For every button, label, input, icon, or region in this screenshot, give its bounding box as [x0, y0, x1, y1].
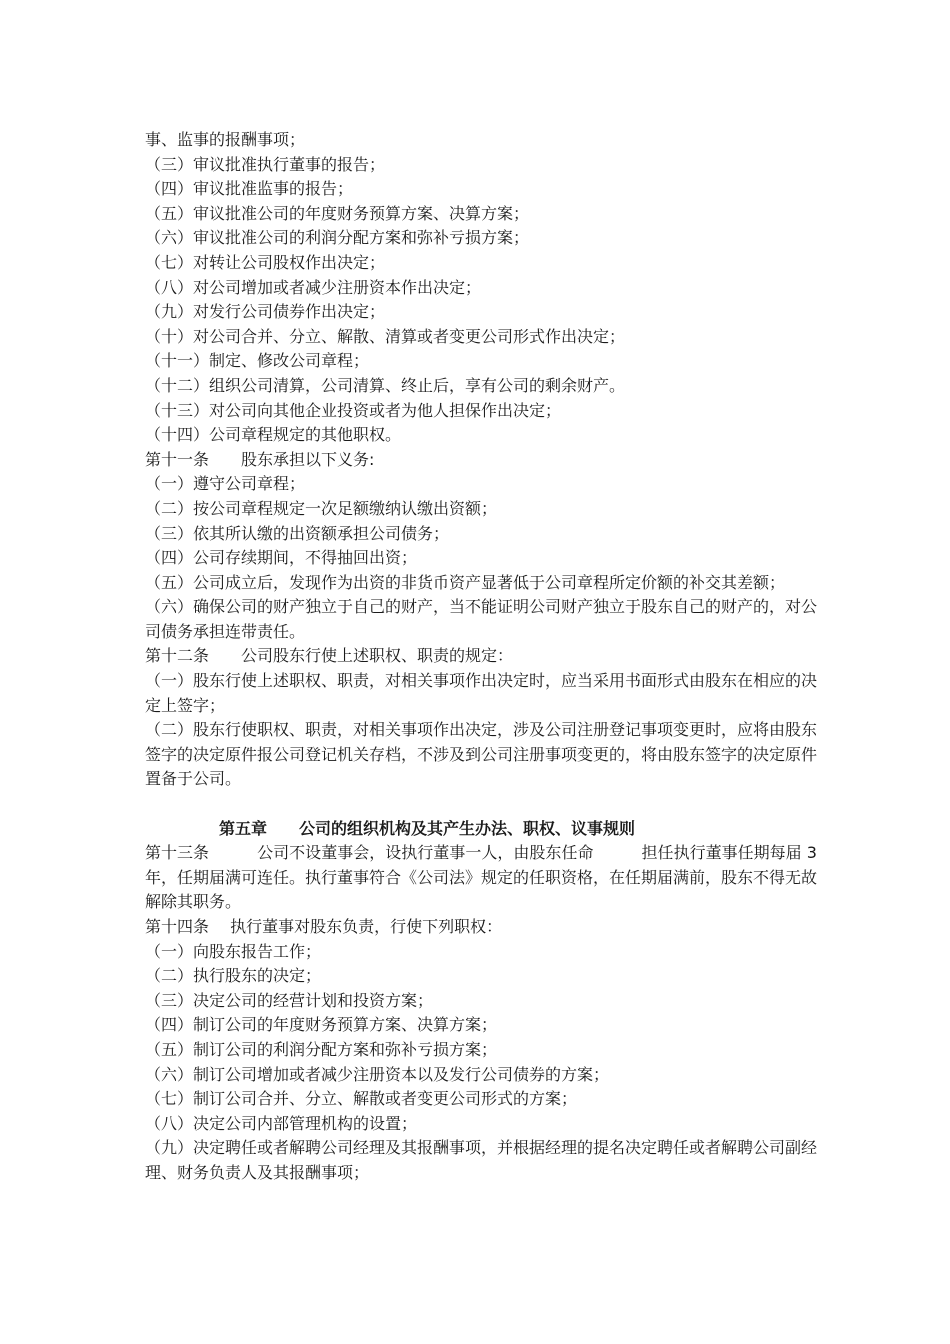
paragraph: （一）股东行使上述职权、职责，对相关事项作出决定时，应当采用书面形式由股东在相应的决定上签字； — [145, 671, 818, 715]
text-line: （四）制订公司的年度财务预算方案、决算方案； — [145, 1015, 498, 1035]
text-line: （二）执行股东的决定； — [145, 966, 322, 986]
article-heading: 第十四条 执行董事对股东负责，行使下列职权： — [145, 917, 503, 936]
text-line: （四）公司存续期间，不得抽回出资； — [145, 548, 418, 568]
text-line: （三）审议批准执行董事的报告； — [145, 154, 386, 174]
text-line: （十二）组织公司清算，公司清算、终止后，享有公司的剩余财产。 — [145, 375, 626, 395]
paragraph: （九）决定聘任或者解聘公司经理及其报酬事项，并根据经理的提名决定聘任或者解聘公司副经理、财务负责人及其报酬事项； — [145, 1138, 818, 1182]
text-line: （一）向股东报告工作； — [145, 941, 322, 961]
paragraph: 第十三条 公司不设董事会，设执行董事一人，由股东任命 担任执行董事任期每届 3 年，任期届满可连任。执行董事符合《公司法》规定的任职资格，在任期届满前，股东不得无故解除其职务。 — [145, 843, 818, 912]
text-line: （十三）对公司向其他企业投资或者为他人担保作出决定； — [145, 400, 562, 420]
paragraph: （五）公司成立后，发现作为出资的非货币资产显著低于公司章程所定价额的补交其差额； — [145, 572, 786, 592]
article-heading: 第十一条 股东承担以下义务: — [145, 449, 375, 469]
paragraph: （二）股东行使职权、职责，对相关事项作出决定，涉及公司注册登记事项变更时，应将由股东签字的决定原件报公司登记机关存档，不涉及到公司注册事项变更的，将由股东签字的决定原件置备于公司。 — [145, 720, 818, 789]
text-line: （九）对发行公司债券作出决定； — [145, 302, 386, 322]
text-line: （十）对公司合并、分立、解散、清算或者变更公司形式作出决定； — [145, 326, 626, 346]
chapter-title: 第五章 公司的组织机构及其产生办法、职权、议事规则 — [219, 818, 636, 838]
article-heading: 第十二条 公司股东行使上述职权、职责的规定： — [145, 646, 514, 666]
text-line: （二）按公司章程规定一次足额缴纳认缴出资额； — [145, 498, 498, 518]
text-line: （三）依其所认缴的出资额承担公司债务； — [145, 523, 450, 543]
text-line: （八）决定公司内部管理机构的设置； — [145, 1113, 418, 1133]
blank-line — [145, 792, 817, 817]
text-line: （一）遵守公司章程； — [145, 474, 306, 494]
text-line: （十四）公司章程规定的其他职权。 — [145, 425, 402, 445]
document-page — [145, 128, 817, 1186]
text-line: （七）制订公司合并、分立、解散或者变更公司形式的方案； — [145, 1089, 578, 1109]
text-line: （五）审议批准公司的年度财务预算方案、决算方案； — [145, 203, 530, 223]
text-line: （八）对公司增加或者减少注册资本作出决定； — [145, 277, 482, 297]
text-line: （三）决定公司的经营计划和投资方案； — [145, 990, 434, 1010]
text-line: （六）制订公司增加或者减少注册资本以及发行公司债券的方案； — [145, 1064, 610, 1084]
text-line: （十一）制定、修改公司章程； — [145, 351, 370, 371]
text-line: （七）对转让公司股权作出决定； — [145, 252, 386, 272]
text-line: 事、监事的报酬事项； — [145, 130, 306, 149]
text-line: （五）制订公司的利润分配方案和弥补亏损方案； — [145, 1039, 498, 1059]
text-line: （四）审议批准监事的报告； — [145, 179, 354, 199]
text-line: （六）审议批准公司的利润分配方案和弥补亏损方案； — [145, 228, 530, 248]
paragraph: （六）确保公司的财产独立于自己的财产，当不能证明公司财产独立于股东自己的财产的，对公司债务承担连带责任。 — [145, 597, 818, 641]
